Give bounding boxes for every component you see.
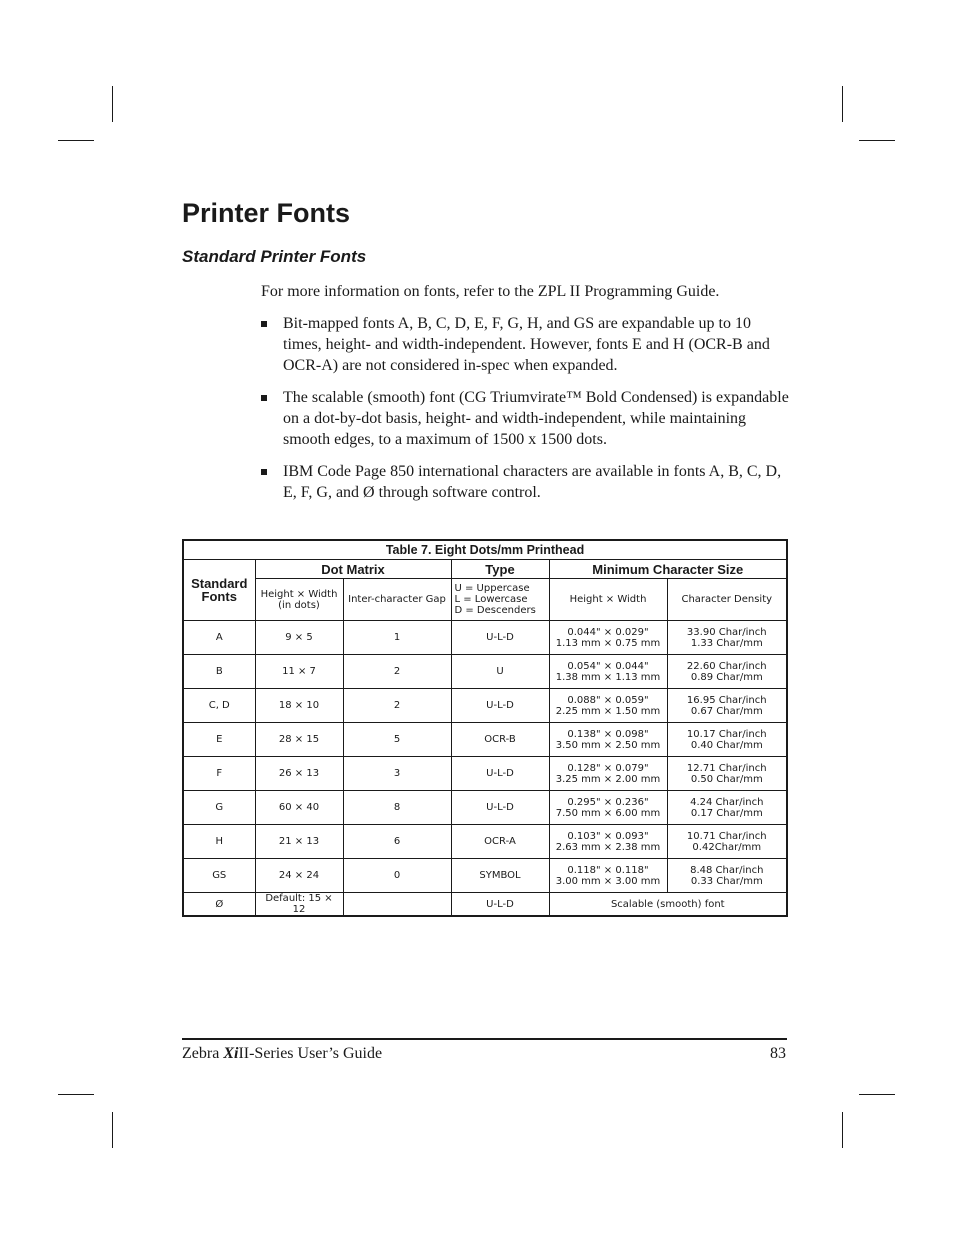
cell-char-density: 33.90 Char/inch 1.33 Char/mm	[667, 621, 787, 655]
cell-type: U-L-D	[451, 621, 549, 655]
cell-type: U-L-D	[451, 757, 549, 791]
table-row	[183, 723, 787, 757]
cell-gap: 5	[343, 723, 451, 757]
cell-height-width: 9 × 5	[255, 621, 343, 655]
bullet-item	[261, 387, 791, 450]
section-title: Standard Printer Fonts	[182, 247, 367, 266]
subheader-height-width: Height × Width	[549, 579, 667, 621]
cell-font: E	[183, 723, 255, 757]
cell-gap: 3	[343, 757, 451, 791]
cell-char-size: 0.128" × 0.079" 3.25 mm × 2.00 mm	[549, 757, 667, 791]
table-caption: Table 7. Eight Dots/mm Printhead	[183, 540, 787, 560]
table-row	[183, 655, 787, 689]
cell-height-width: 60 × 40	[255, 791, 343, 825]
cell-char-density: 10.17 Char/inch 0.40 Char/mm	[667, 723, 787, 757]
cell-type: U-L-D	[451, 893, 549, 917]
cell-gap: 2	[343, 689, 451, 723]
cell-font: H	[183, 825, 255, 859]
crop-mark	[112, 1112, 113, 1148]
footer-brand-italic: Xi	[223, 1045, 239, 1062]
table-row	[183, 689, 787, 723]
cell-type: OCR-A	[451, 825, 549, 859]
cell-font: G	[183, 791, 255, 825]
cell-char-size: 0.088" × 0.059" 2.25 mm × 1.50 mm	[549, 689, 667, 723]
cell-char-size: 0.044" × 0.029" 1.13 mm × 0.75 mm	[549, 621, 667, 655]
cell-height-width: 11 × 7	[255, 655, 343, 689]
intro-paragraph: For more information on fonts, refer to the ZPL II Programming Guide.	[261, 283, 720, 300]
crop-mark	[58, 140, 94, 141]
cell-gap: 2	[343, 655, 451, 689]
subheader-height-width-dots: Height × Width (in dots)	[255, 579, 343, 621]
cell-height-width: 18 × 10	[255, 689, 343, 723]
page-number: 83	[770, 1045, 786, 1062]
bullet-square-icon	[261, 395, 267, 401]
subheader-inter-char-gap: Inter-character Gap	[343, 579, 451, 621]
crop-mark	[859, 1094, 895, 1095]
font-table	[182, 539, 788, 917]
cell-font: GS	[183, 859, 255, 893]
cell-type: U-L-D	[451, 791, 549, 825]
cell-gap: 0	[343, 859, 451, 893]
bullet-item	[261, 313, 791, 376]
bullet-text: The scalable (smooth) font (CG Triumvirate™ Bold Condensed) is expandable on a dot-by-dot basis, height- and width-independent, while maintaining smooth edges, to a maximum of 1500 x 1500 dots.	[283, 389, 789, 448]
subheader-char-density: Character Density	[667, 579, 787, 621]
header-min-char-size: Minimum Character Size	[549, 560, 787, 579]
cell-font: Ø	[183, 893, 255, 917]
cell-type: U-L-D	[451, 689, 549, 723]
cell-char-density: 16.95 Char/inch 0.67 Char/mm	[667, 689, 787, 723]
header-dot-matrix: Dot Matrix	[255, 560, 451, 579]
table-row	[183, 757, 787, 791]
cell-height-width: Default: 15 × 12	[255, 893, 343, 917]
cell-height-width: 21 × 13	[255, 825, 343, 859]
header-type: Type	[451, 560, 549, 579]
subheader-type-legend: U = Uppercase L = Lowercase D = Descenders	[451, 579, 549, 621]
cell-type: U	[451, 655, 549, 689]
cell-char-density: 8.48 Char/inch 0.33 Char/mm	[667, 859, 787, 893]
table-row	[183, 893, 787, 917]
bullet-text: IBM Code Page 850 international characters are available in fonts A, B, C, D, E, F, G, and Ø through software control.	[283, 463, 782, 501]
cell-gap: 6	[343, 825, 451, 859]
footer-rule	[182, 1038, 787, 1040]
cell-font: C, D	[183, 689, 255, 723]
cell-font: B	[183, 655, 255, 689]
footer-brand-rest: II-Series User’s Guide	[238, 1045, 383, 1062]
bullet-square-icon	[261, 321, 267, 327]
cell-char-size: 0.118" × 0.118" 3.00 mm × 3.00 mm	[549, 859, 667, 893]
crop-mark	[112, 86, 113, 122]
table-row	[183, 791, 787, 825]
cell-scalable-note: Scalable (smooth) font	[549, 893, 787, 917]
crop-mark	[859, 140, 895, 141]
cell-type: OCR-B	[451, 723, 549, 757]
table-row	[183, 859, 787, 893]
cell-char-density: 10.71 Char/inch 0.42Char/mm	[667, 825, 787, 859]
header-standard-fonts: Standard Fonts	[183, 560, 255, 621]
cell-gap: 8	[343, 791, 451, 825]
cell-char-density: 12.71 Char/inch 0.50 Char/mm	[667, 757, 787, 791]
cell-char-size: 0.054" × 0.044" 1.38 mm × 1.13 mm	[549, 655, 667, 689]
cell-char-size: 0.138" × 0.098" 3.50 mm × 2.50 mm	[549, 723, 667, 757]
footer-guide-title	[182, 1045, 382, 1063]
cell-font: F	[183, 757, 255, 791]
cell-gap: 1	[343, 621, 451, 655]
cell-gap	[343, 893, 451, 917]
table-row	[183, 621, 787, 655]
table-row	[183, 825, 787, 859]
bullet-square-icon	[261, 469, 267, 475]
cell-font: A	[183, 621, 255, 655]
cell-type: SYMBOL	[451, 859, 549, 893]
cell-char-density: 22.60 Char/inch 0.89 Char/mm	[667, 655, 787, 689]
footer-brand: Zebra	[182, 1045, 224, 1062]
crop-mark	[842, 86, 843, 122]
bullet-text: Bit-mapped fonts A, B, C, D, E, F, G, H, and GS are expandable up to 10 times, height- and width-independent. However, fonts E and H (OCR-B and OCR-A) are not considered in-spec when expanded.	[283, 315, 770, 374]
bullet-list	[261, 313, 791, 514]
cell-height-width: 28 × 15	[255, 723, 343, 757]
cell-char-size: 0.295" × 0.236" 7.50 mm × 6.00 mm	[549, 791, 667, 825]
page-title: Printer Fonts	[182, 198, 351, 228]
cell-height-width: 26 × 13	[255, 757, 343, 791]
crop-mark	[842, 1112, 843, 1148]
crop-mark	[58, 1094, 94, 1095]
cell-char-size: 0.103" × 0.093" 2.63 mm × 2.38 mm	[549, 825, 667, 859]
bullet-item	[261, 461, 791, 503]
cell-height-width: 24 × 24	[255, 859, 343, 893]
cell-char-density: 4.24 Char/inch 0.17 Char/mm	[667, 791, 787, 825]
